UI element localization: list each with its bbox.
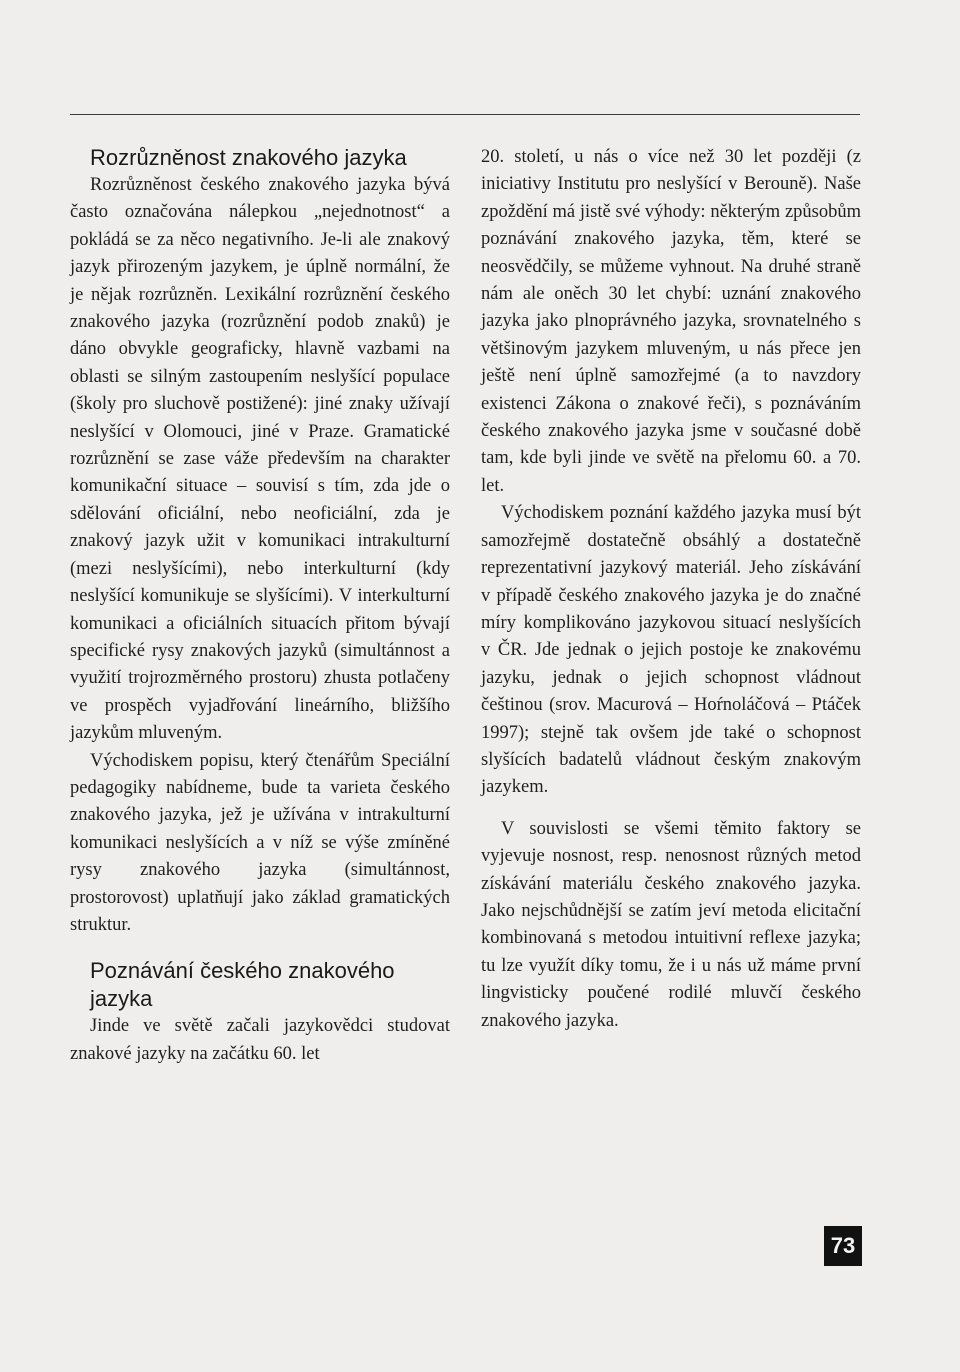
- top-rule: [70, 114, 860, 115]
- paragraph: Východiskem poznání každého jazyka musí být samozřejmě dostatečně obsáhlý a dostatečně reprezentativní jazykový materiál. Jeho získávání v případě českého znakového jazyka je do značné míry komplikováno jazykovou situací neslyšících v ČR. Jde jednak o jejich postoje ke znakovému jazyku, jednak o jejich schopnost vládnout češtinou (srov. Macurová – Hoŕnoláčová – Ptáček 1997); stejně tak ovšem jde také o schopnost slyšících badatelů vládnout českým znakovým jazykem.: [481, 503, 861, 798]
- section-heading: Poznávání českého znakového jazyka: [90, 958, 395, 1012]
- section-heading: Rozrůzněnost znakového jazyka: [90, 145, 407, 170]
- paragraph: Rozrůzněnost českého znakového jazyka bývá často označována nálepkou „nejednotnost“ a pokládá se za něco negativního. Je-li ale znakový jazyk přirozeným jazykem, je úplně normální, že je nějak rozrůzněn. Lexikální rozrůznění českého znakového jazyka (rozrůznění podob znaků) je dáno obvykle geograficky, hlavně vazbami na oblasti se silným zastoupením neslyšící populace (školy pro sluchově postižené): jiné znaky užívají neslyšící v Olomouci, jiné v Praze. Gramatické rozrůznění se zase váže především na charakter komunikační situace – souvisí s tím, zda jde o sdělování oficiální, nebo neoficiální, zda je znakový jazyk užit v komunikaci intrakulturní (mezi neslyšícími), nebo interkulturní (kdy neslyšící komunikuje se slyšícími). V interkulturní komunikaci a oficiálních situacích přitom bývají specifické rysy znakových jazyků (simultánnost a využití trojrozměrného prostoru) zhusta potlačeny ve prospěch vyjadřování lineárního, bližšího jazykům mluveným.: [70, 175, 450, 744]
- paragraph: Východiskem popisu, který čtenářům Speciální pedagogiky nabídneme, bude ta varieta českého znakového jazyka, jež je užívána v intrakulturní komunikaci neslyšících a v níž se výše zmíněné rysy znakového jazyka (simultánnost, prostorovost) uplatňují jako základ gramatických struktur.: [70, 750, 450, 935]
- right-column: [481, 144, 861, 1035]
- paragraph: V souvislosti se všemi těmito faktory se vyjevuje nosnost, resp. nenosnost různých metod získávání materiálu českého znakového jazyka. Jako nejschůdnější se zatím jeví metoda elicitační kombinovaná s metodou intuitivní reflexe jazyka; tu lze využít díky tomu, že i u nás už máme první lingvisticky poučené rodilé mluvčí českého znakového jazyka.: [481, 818, 861, 1031]
- paragraph: Jinde ve světě začali jazykovědci studovat znakové jazyky na začátku 60. let: [70, 1016, 450, 1064]
- left-column: [70, 144, 450, 1068]
- paragraph: 20. století, u nás o více než 30 let později (z iniciativy Institutu pro neslyšící v Berouně). Naše zpoždění má jistě své výhody: některým způsobům poznávání znakového jazyka, těm, které se neosvědčily, se můžeme vyhnout. Na druhé straně nám ale oněch 30 let chybí: uznání znakového jazyka jako plnoprávného jazyka, srovnatelného s většinovým jazykem mluveným, u nás přece jen ještě není úplně samozřejmé (a to navzdory existenci Zákona o znakové řeči), s poznáváním českého znakového jazyka jsme v současné době tam, kde byli jinde ve světě na přelomu 60. a 70. let.: [481, 147, 861, 496]
- page-number: 73: [824, 1226, 862, 1266]
